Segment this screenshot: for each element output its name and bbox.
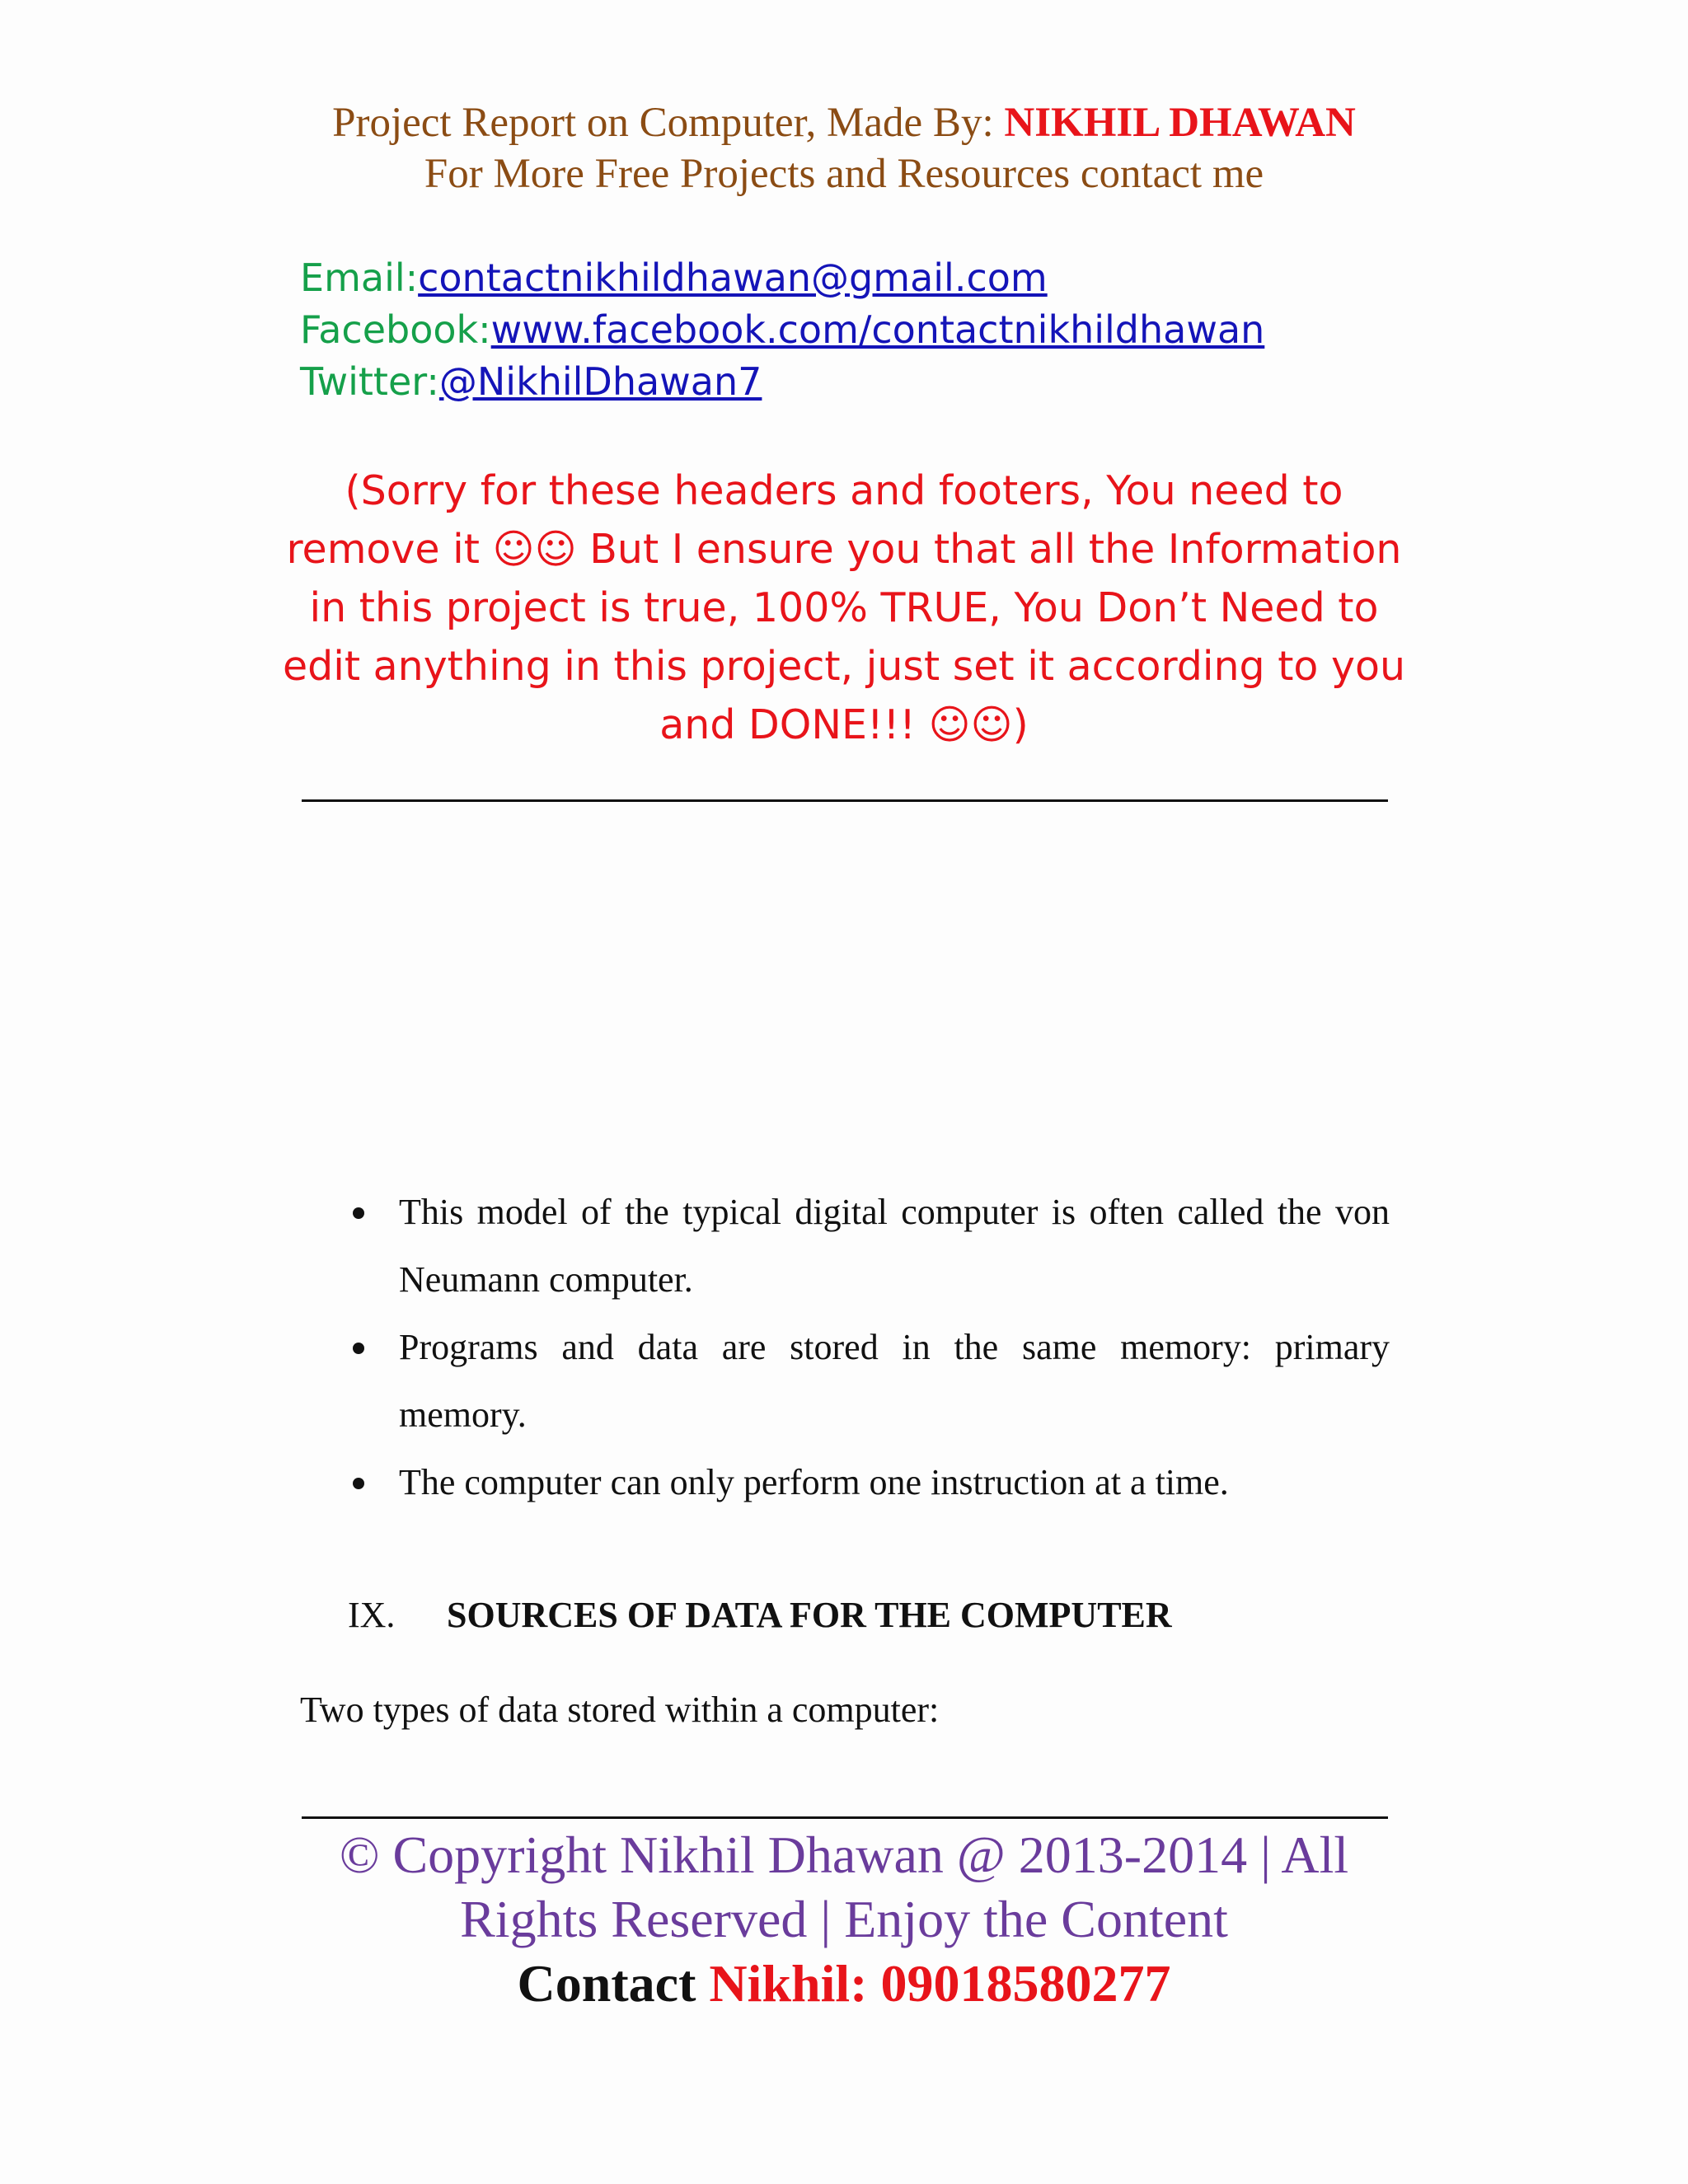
contact-facebook [300, 304, 1264, 356]
list-item [349, 1314, 1390, 1449]
header-subtitle: For More Free Projects and Resources contact me [424, 151, 1264, 197]
header-title [0, 97, 1688, 148]
bullet-icon [353, 1207, 364, 1219]
footer-contact [272, 1952, 1416, 2016]
header-author: NIKHIL DHAWAN [1004, 100, 1356, 146]
list-item [349, 1179, 1390, 1314]
contact-email [300, 252, 1264, 304]
section-title: SOURCES OF DATA FOR THE COMPUTER [447, 1595, 1172, 1635]
list-item [349, 1449, 1390, 1516]
contact-twitter [300, 356, 1264, 408]
contact-facebook-link[interactable]: www.facebook.com/contactnikhildhawan [490, 307, 1265, 352]
contact-facebook-label: Facebook: [300, 307, 491, 352]
bullet-icon [353, 1478, 364, 1489]
contact-twitter-label: Twitter: [300, 359, 439, 404]
list-item-text: The computer can only perform one instruction at a time. [399, 1462, 1229, 1502]
contact-twitter-link[interactable]: @NikhilDhawan7 [438, 359, 762, 404]
intro-text: Two types of data stored within a computer: [300, 1690, 940, 1730]
footer-divider [302, 1816, 1388, 1819]
footer-contact-value: Nikhil: 09018580277 [709, 1954, 1171, 2013]
footer [272, 1823, 1416, 2016]
header-title-prefix: Project Report on Computer, Made By: [332, 100, 1005, 146]
bullet-list [349, 1179, 1390, 1516]
header-divider [302, 799, 1388, 802]
footer-copyright: © Copyright Nikhil Dhawan @ 2013-2014 | All Rights Reserved | Enjoy the Content [339, 1825, 1349, 1948]
section-heading [348, 1591, 1172, 1640]
notice-paragraph: (Sorry for these headers and footers, You need to remove it ☺☺ But I ensure you that all the Information in this project is true, 100% TRUE, You Don’t Need to edit anything in this project, just set it according to you and DONE!!! ☺☺) [282, 467, 1406, 748]
bullet-icon [353, 1343, 364, 1354]
footer-contact-prefix: Contact [517, 1954, 710, 2013]
section-number: IX. [348, 1595, 396, 1635]
contact-email-label: Email: [300, 255, 419, 300]
list-item-text: This model of the typical digital computer is often called the von Neumann computer. [399, 1192, 1390, 1300]
contact-email-link[interactable]: contactnikhildhawan@gmail.com [418, 255, 1048, 300]
contact-block [300, 252, 1264, 408]
list-item-text: Programs and data are stored in the same memory: primary memory. [399, 1327, 1390, 1435]
